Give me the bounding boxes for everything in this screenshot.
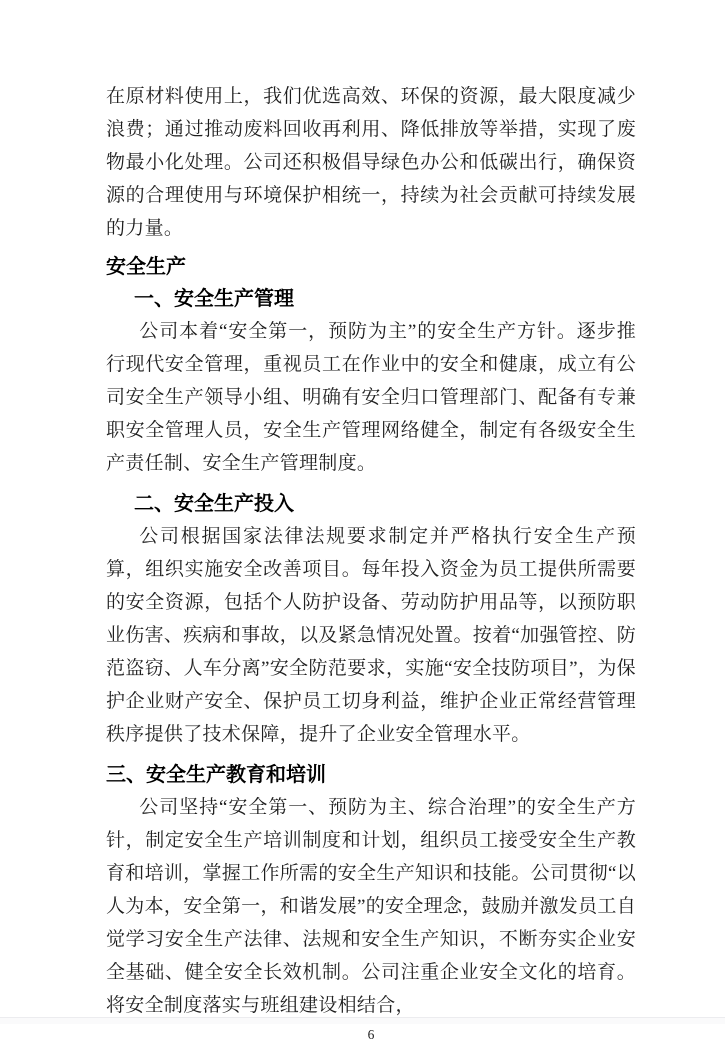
section-1-heading: 一、安全生产管理: [134, 288, 294, 310]
section-1-body: 公司本着“安全第一，预防为主”的安全生产方针。逐步推行现代安全管理，重视员工在作业中的安全和健康，成立有公司安全生产领导小组、明确有安全归口管理部门、配备有专兼职安全管理人员，安全生产管理网络健全，制定有各级安全生产责任制、安全生产管理制度。: [106, 321, 636, 474]
section-2-heading: 二、安全生产投入: [134, 493, 294, 515]
chapter-title: 安全生产: [106, 256, 186, 278]
section-3-body: 公司坚持“安全第一、预防为主、综合治理”的安全生产方针，制定安全生产培训制度和计划，组织员工接受安全生产教育和培训，掌握工作所需的安全生产知识和技能。公司贯彻“以人为本，安全第一，和谐发展”的安全理念，鼓励并激发员工自觉学习安全生产法律、法规和安全生产知识，不断夯实企业安全基础、健全安全长效机制。公司注重企业安全文化的培育。将安全制度落实与班组建设相结合，: [106, 797, 636, 1016]
intro-paragraph: 在原材料使用上，我们优选高效、环保的资源，最大限度减少浪费；通过推动废料回收再利用、降低排放等举措，实现了废物最小化处理。公司还积极倡导绿色办公和低碳出行，确保资源的合理使用与环境保护相统一，持续为社会贡献可持续发展的力量。: [106, 86, 636, 239]
section-3-heading: 三、安全生产教育和培训: [106, 764, 326, 786]
page-bottom-edge: [0, 1017, 725, 1024]
page-number: 6: [367, 1027, 375, 1042]
section-2-body: 公司根据国家法律法规要求制定并严格执行安全生产预算，组织实施安全改善项目。每年投入资金为员工提供所需要的安全资源，包括个人防护设备、劳动防护用品等，以预防职业伤害、疾病和事故，以及紧急情况处置。按着“加强管控、防范盗窃、人车分离”安全防范要求，实施“安全技防项目”，为保护企业财产安全、保护员工切身利益，维护企业正常经营管理秩序提供了技术保障，提升了企业安全管理水平。: [106, 526, 636, 745]
page-content: [106, 80, 636, 1045]
